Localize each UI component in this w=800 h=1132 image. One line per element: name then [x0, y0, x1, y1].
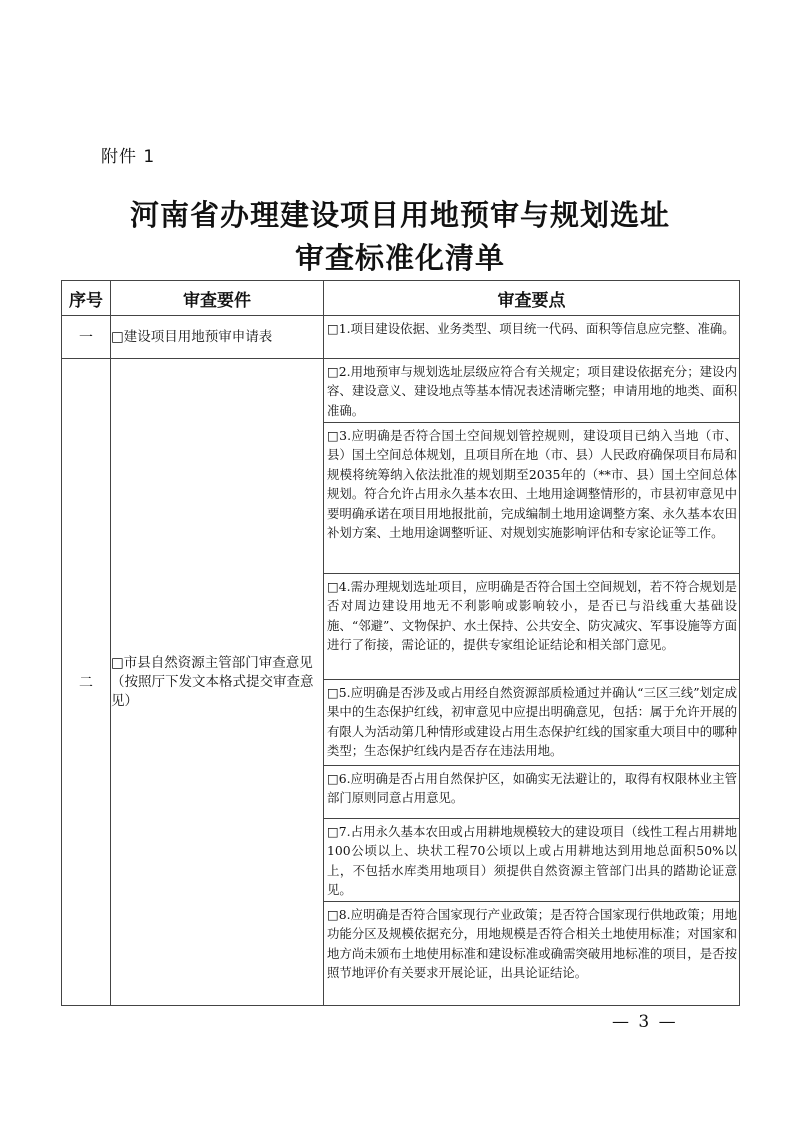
- header-item: 审查要件: [111, 281, 324, 316]
- page-number: — 3 —: [612, 1012, 678, 1032]
- point-cell: [324, 766, 740, 819]
- review-point: □2.用地预审与规划选址层级应符合有关规定；项目建设依据充分；建设内容、建设意义、建设地点等基本情况表述清晰完整；申请用地的地类、面积准确。: [327, 364, 737, 418]
- point-cell: [324, 819, 740, 902]
- document-title-line-2: 审查标准化清单: [294, 241, 505, 275]
- review-point: □5.应明确是否涉及或占用经自然资源部质检通过并确认“三区三线”划定成果中的生态保护红线，初审意见中应提出明确意见，包括：属于允许开展的有限人为活动第几种情形或建设占用生态保护红线的国家重大项目中的哪种类型；生态保护红线内是否存在违法用地。: [327, 685, 737, 759]
- point-cell: [324, 574, 740, 680]
- point-cell: [324, 680, 740, 766]
- header-points: 审查要点: [324, 281, 740, 316]
- review-point: □1.项目建设依据、业务类型、项目统一代码、面积等信息应完整、准确。: [327, 321, 735, 336]
- review-point: □8.应明确是否符合国家现行产业政策；是否符合国家现行供地政策；用地功能分区及规模依据充分，用地规模是否符合相关土地使用标准；对国家和地方尚未颁布土地使用标准和建设标准或确需突破用地标准的项目，是否按照节地评价有关要求开展论证，出具论证结论。: [327, 907, 737, 981]
- table-row: [62, 316, 740, 359]
- row-item: □建设项目用地预审申请表: [111, 316, 324, 359]
- document-title-line-1: 河南省办理建设项目用地预审与规划选址: [129, 198, 670, 232]
- review-point: □7.占用永久基本农田或占用耕地规模较大的建设项目（线性工程占用耕地100公顷以上、块状工程70公顷以上或占用耕地达到用地总面积50%以上，不包括水库类用地项目）须提供自然资源主管部门出具的踏勘论证意见。: [327, 824, 737, 898]
- review-point: □4.需办理规划选址项目，应明确是否符合国土空间规划，若不符合规划是否对周边建设用地无不利影响或影响较小，是否已与沿线重大基础设施、“邻避”、文物保护、水土保持、公共安全、防灾减灾、军事设施等方面进行了衔接，需论证的，提供专家组论证结论和相关部门意见。: [327, 579, 737, 653]
- attachment-label: 附件 1: [101, 147, 156, 167]
- review-point: □6.应明确是否占用自然保护区，如确实无法避让的，取得有权限林业主管部门原则同意占用意见。: [327, 771, 737, 806]
- row-item: □市县自然资源主管部门审查意见（按照厅下发文本格式提交审查意见）: [111, 359, 324, 1006]
- header-seq: 序号: [62, 281, 111, 316]
- point-cell: [324, 423, 740, 574]
- point-cell: [324, 316, 740, 359]
- row-seq: 一: [62, 316, 111, 359]
- row-seq: 二: [62, 359, 111, 1006]
- review-checklist-table: [61, 280, 740, 1006]
- table-header-row: [62, 281, 740, 316]
- point-cell: [324, 902, 740, 1006]
- review-point: □3.应明确是否符合国土空间规划管控规则，建设项目已纳入当地（市、县）国土空间总体规划，且项目所在地（市、县）人民政府确保项目布局和规模将统筹纳入依法批准的规划期至2035年的（**市、县）国土空间总体规划。符合允许占用永久基本农田、土地用途调整情形的，市县初审意见中要明确承诺在项目用地报批前，完成编制土地用途调整方案、永久基本农田补划方案、土地用途调整听证、对规划实施影响评估和专家论证等工作。: [327, 428, 737, 541]
- table-row: [62, 359, 740, 423]
- point-cell: [324, 359, 740, 423]
